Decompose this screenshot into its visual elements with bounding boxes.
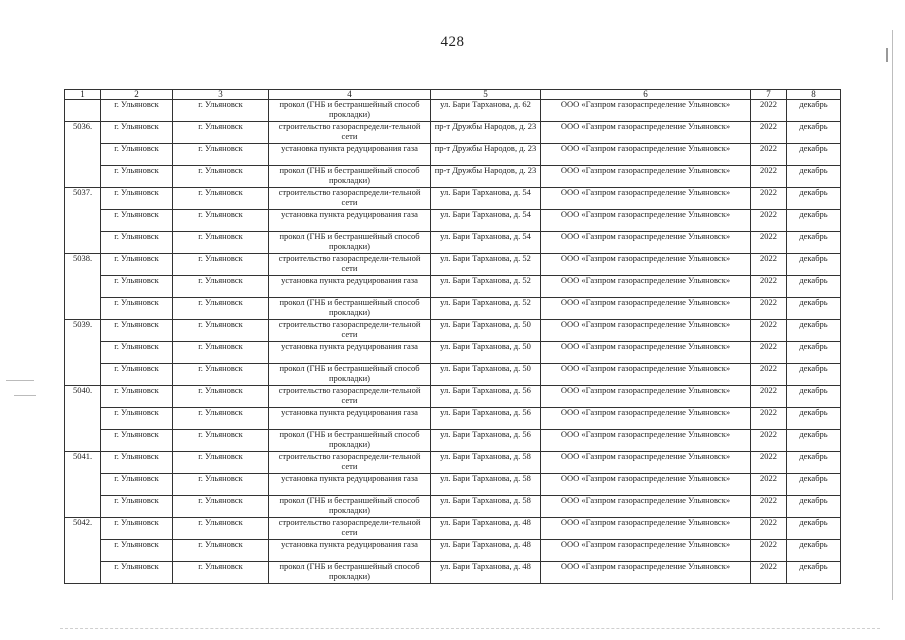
table-row xyxy=(65,562,841,584)
works-table xyxy=(64,89,841,584)
district-cell: г. Ульяновск xyxy=(173,166,269,188)
table-body xyxy=(65,100,841,584)
table-header-row xyxy=(65,90,841,100)
locality-cell: г. Ульяновск xyxy=(101,210,173,232)
work-type-cell: строительство газораспредели-тельной сети xyxy=(269,320,431,342)
locality-cell: г. Ульяновск xyxy=(101,474,173,496)
locality-cell: г. Ульяновск xyxy=(101,518,173,540)
table-row xyxy=(65,320,841,342)
locality-cell: г. Ульяновск xyxy=(101,430,173,452)
locality-cell: г. Ульяновск xyxy=(101,408,173,430)
locality-cell: г. Ульяновск xyxy=(101,320,173,342)
month-cell: декабрь xyxy=(787,254,841,276)
work-type-cell: установка пункта редуцирования газа xyxy=(269,408,431,430)
address-cell: ул. Бари Тарханова, д. 52 xyxy=(431,254,541,276)
year-cell: 2022 xyxy=(751,298,787,320)
column-header: 2 xyxy=(101,90,173,100)
month-cell: декабрь xyxy=(787,364,841,386)
address-cell: пр-т Дружбы Народов, д. 23 xyxy=(431,144,541,166)
year-cell: 2022 xyxy=(751,562,787,584)
work-type-cell: строительство газораспредели-тельной сети xyxy=(269,254,431,276)
address-cell: ул. Бари Тарханова, д. 52 xyxy=(431,298,541,320)
address-cell: ул. Бари Тарханова, д. 48 xyxy=(431,518,541,540)
row-number-cell: 5036. xyxy=(65,122,101,188)
table-row xyxy=(65,342,841,364)
organization-cell: ООО «Газпром газораспределение Ульяновск» xyxy=(541,342,751,364)
district-cell: г. Ульяновск xyxy=(173,430,269,452)
work-type-cell: строительство газораспредели-тельной сети xyxy=(269,122,431,144)
organization-cell: ООО «Газпром газораспределение Ульяновск» xyxy=(541,562,751,584)
address-cell: ул. Бари Тарханова, д. 50 xyxy=(431,364,541,386)
work-type-cell: установка пункта редуцирования газа xyxy=(269,210,431,232)
work-type-cell: строительство газораспредели-тельной сети xyxy=(269,188,431,210)
work-type-cell: строительство газораспредели-тельной сети xyxy=(269,452,431,474)
table-row xyxy=(65,210,841,232)
organization-cell: ООО «Газпром газораспределение Ульяновск» xyxy=(541,496,751,518)
locality-cell: г. Ульяновск xyxy=(101,188,173,210)
district-cell: г. Ульяновск xyxy=(173,518,269,540)
organization-cell: ООО «Газпром газораспределение Ульяновск» xyxy=(541,386,751,408)
year-cell: 2022 xyxy=(751,232,787,254)
scan-edge-mark xyxy=(886,48,888,62)
work-type-cell: установка пункта редуцирования газа xyxy=(269,474,431,496)
address-cell: ул. Бари Тарханова, д. 58 xyxy=(431,452,541,474)
locality-cell: г. Ульяновск xyxy=(101,540,173,562)
district-cell: г. Ульяновск xyxy=(173,276,269,298)
district-cell: г. Ульяновск xyxy=(173,320,269,342)
address-cell: ул. Бари Тарханова, д. 62 xyxy=(431,100,541,122)
locality-cell: г. Ульяновск xyxy=(101,100,173,122)
locality-cell: г. Ульяновск xyxy=(101,122,173,144)
table-row xyxy=(65,188,841,210)
address-cell: ул. Бари Тарханова, д. 56 xyxy=(431,430,541,452)
organization-cell: ООО «Газпром газораспределение Ульяновск» xyxy=(541,540,751,562)
organization-cell: ООО «Газпром газораспределение Ульяновск» xyxy=(541,100,751,122)
year-cell: 2022 xyxy=(751,188,787,210)
locality-cell: г. Ульяновск xyxy=(101,166,173,188)
address-cell: пр-т Дружбы Народов, д. 23 xyxy=(431,122,541,144)
month-cell: декабрь xyxy=(787,474,841,496)
month-cell: декабрь xyxy=(787,276,841,298)
district-cell: г. Ульяновск xyxy=(173,474,269,496)
year-cell: 2022 xyxy=(751,342,787,364)
work-type-cell: установка пункта редуцирования газа xyxy=(269,276,431,298)
district-cell: г. Ульяновск xyxy=(173,210,269,232)
year-cell: 2022 xyxy=(751,210,787,232)
work-type-cell: прокол (ГНБ и бестраншейный способ прокладки) xyxy=(269,100,431,122)
address-cell: ул. Бари Тарханова, д. 52 xyxy=(431,276,541,298)
work-type-cell: строительство газораспредели-тельной сети xyxy=(269,518,431,540)
work-type-cell: строительство газораспредели-тельной сети xyxy=(269,386,431,408)
month-cell: декабрь xyxy=(787,144,841,166)
table-row xyxy=(65,166,841,188)
year-cell: 2022 xyxy=(751,386,787,408)
column-header: 7 xyxy=(751,90,787,100)
table-row xyxy=(65,254,841,276)
month-cell: декабрь xyxy=(787,518,841,540)
organization-cell: ООО «Газпром газораспределение Ульяновск» xyxy=(541,254,751,276)
month-cell: декабрь xyxy=(787,298,841,320)
district-cell: г. Ульяновск xyxy=(173,452,269,474)
district-cell: г. Ульяновск xyxy=(173,144,269,166)
locality-cell: г. Ульяновск xyxy=(101,496,173,518)
locality-cell: г. Ульяновск xyxy=(101,298,173,320)
organization-cell: ООО «Газпром газораспределение Ульяновск» xyxy=(541,210,751,232)
district-cell: г. Ульяновск xyxy=(173,540,269,562)
organization-cell: ООО «Газпром газораспределение Ульяновск» xyxy=(541,122,751,144)
address-cell: ул. Бари Тарханова, д. 50 xyxy=(431,342,541,364)
address-cell: ул. Бари Тарханова, д. 58 xyxy=(431,474,541,496)
table-row xyxy=(65,232,841,254)
organization-cell: ООО «Газпром газораспределение Ульяновск» xyxy=(541,408,751,430)
row-number-cell: 5039. xyxy=(65,320,101,386)
row-number-cell: 5042. xyxy=(65,518,101,584)
month-cell: декабрь xyxy=(787,122,841,144)
address-cell: ул. Бари Тарханова, д. 48 xyxy=(431,562,541,584)
organization-cell: ООО «Газпром газораспределение Ульяновск» xyxy=(541,166,751,188)
year-cell: 2022 xyxy=(751,518,787,540)
row-number-cell xyxy=(65,100,101,122)
year-cell: 2022 xyxy=(751,496,787,518)
work-type-cell: установка пункта редуцирования газа xyxy=(269,144,431,166)
work-type-cell: прокол (ГНБ и бестраншейный способ прокладки) xyxy=(269,496,431,518)
work-type-cell: прокол (ГНБ и бестраншейный способ прокладки) xyxy=(269,430,431,452)
year-cell: 2022 xyxy=(751,122,787,144)
locality-cell: г. Ульяновск xyxy=(101,342,173,364)
district-cell: г. Ульяновск xyxy=(173,100,269,122)
table-row xyxy=(65,386,841,408)
organization-cell: ООО «Газпром газораспределение Ульяновск» xyxy=(541,144,751,166)
year-cell: 2022 xyxy=(751,474,787,496)
month-cell: декабрь xyxy=(787,100,841,122)
address-cell: ул. Бари Тарханова, д. 56 xyxy=(431,408,541,430)
column-header: 8 xyxy=(787,90,841,100)
table-row xyxy=(65,276,841,298)
organization-cell: ООО «Газпром газораспределение Ульяновск» xyxy=(541,518,751,540)
table-row xyxy=(65,364,841,386)
month-cell: декабрь xyxy=(787,452,841,474)
address-cell: ул. Бари Тарханова, д. 54 xyxy=(431,188,541,210)
district-cell: г. Ульяновск xyxy=(173,496,269,518)
district-cell: г. Ульяновск xyxy=(173,562,269,584)
address-cell: ул. Бари Тарханова, д. 54 xyxy=(431,232,541,254)
work-type-cell: установка пункта редуцирования газа xyxy=(269,342,431,364)
table-row xyxy=(65,298,841,320)
column-header: 1 xyxy=(65,90,101,100)
year-cell: 2022 xyxy=(751,430,787,452)
year-cell: 2022 xyxy=(751,276,787,298)
year-cell: 2022 xyxy=(751,166,787,188)
year-cell: 2022 xyxy=(751,540,787,562)
organization-cell: ООО «Газпром газораспределение Ульяновск» xyxy=(541,430,751,452)
organization-cell: ООО «Газпром газораспределение Ульяновск» xyxy=(541,320,751,342)
year-cell: 2022 xyxy=(751,144,787,166)
table-row xyxy=(65,100,841,122)
district-cell: г. Ульяновск xyxy=(173,298,269,320)
work-type-cell: прокол (ГНБ и бестраншейный способ прокладки) xyxy=(269,562,431,584)
district-cell: г. Ульяновск xyxy=(173,342,269,364)
address-cell: ул. Бари Тарханова, д. 56 xyxy=(431,386,541,408)
address-cell: ул. Бари Тарханова, д. 48 xyxy=(431,540,541,562)
address-cell: ул. Бари Тарханова, д. 54 xyxy=(431,210,541,232)
district-cell: г. Ульяновск xyxy=(173,188,269,210)
work-type-cell: прокол (ГНБ и бестраншейный способ прокладки) xyxy=(269,298,431,320)
address-cell: пр-т Дружбы Народов, д. 23 xyxy=(431,166,541,188)
table-row xyxy=(65,540,841,562)
table-row xyxy=(65,430,841,452)
month-cell: декабрь xyxy=(787,408,841,430)
table-row xyxy=(65,122,841,144)
row-number-cell: 5038. xyxy=(65,254,101,320)
table-row xyxy=(65,518,841,540)
table-row xyxy=(65,408,841,430)
district-cell: г. Ульяновск xyxy=(173,232,269,254)
row-number-cell: 5040. xyxy=(65,386,101,452)
table-row xyxy=(65,144,841,166)
work-type-cell: установка пункта редуцирования газа xyxy=(269,540,431,562)
month-cell: декабрь xyxy=(787,188,841,210)
organization-cell: ООО «Газпром газораспределение Ульяновск» xyxy=(541,188,751,210)
district-cell: г. Ульяновск xyxy=(173,386,269,408)
month-cell: декабрь xyxy=(787,320,841,342)
district-cell: г. Ульяновск xyxy=(173,408,269,430)
scan-edge-line xyxy=(892,30,893,600)
table-row xyxy=(65,496,841,518)
organization-cell: ООО «Газпром газораспределение Ульяновск» xyxy=(541,298,751,320)
locality-cell: г. Ульяновск xyxy=(101,364,173,386)
year-cell: 2022 xyxy=(751,364,787,386)
table-row xyxy=(65,452,841,474)
month-cell: декабрь xyxy=(787,540,841,562)
row-number-cell: 5037. xyxy=(65,188,101,254)
locality-cell: г. Ульяновск xyxy=(101,232,173,254)
locality-cell: г. Ульяновск xyxy=(101,562,173,584)
scan-bottom-noise xyxy=(60,628,880,630)
district-cell: г. Ульяновск xyxy=(173,364,269,386)
organization-cell: ООО «Газпром газораспределение Ульяновск» xyxy=(541,232,751,254)
year-cell: 2022 xyxy=(751,408,787,430)
organization-cell: ООО «Газпром газораспределение Ульяновск» xyxy=(541,452,751,474)
locality-cell: г. Ульяновск xyxy=(101,254,173,276)
column-header: 3 xyxy=(173,90,269,100)
address-cell: ул. Бари Тарханова, д. 58 xyxy=(431,496,541,518)
work-type-cell: прокол (ГНБ и бестраншейный способ прокладки) xyxy=(269,232,431,254)
locality-cell: г. Ульяновск xyxy=(101,452,173,474)
district-cell: г. Ульяновск xyxy=(173,254,269,276)
month-cell: декабрь xyxy=(787,386,841,408)
locality-cell: г. Ульяновск xyxy=(101,386,173,408)
column-header: 6 xyxy=(541,90,751,100)
locality-cell: г. Ульяновск xyxy=(101,276,173,298)
month-cell: декабрь xyxy=(787,342,841,364)
column-header: 5 xyxy=(431,90,541,100)
column-header: 4 xyxy=(269,90,431,100)
year-cell: 2022 xyxy=(751,100,787,122)
month-cell: декабрь xyxy=(787,496,841,518)
month-cell: декабрь xyxy=(787,210,841,232)
scan-margin-dash xyxy=(14,395,36,396)
month-cell: декабрь xyxy=(787,430,841,452)
year-cell: 2022 xyxy=(751,452,787,474)
scan-margin-dash xyxy=(6,380,34,381)
organization-cell: ООО «Газпром газораспределение Ульяновск» xyxy=(541,364,751,386)
district-cell: г. Ульяновск xyxy=(173,122,269,144)
page-number: 428 xyxy=(440,34,465,50)
month-cell: декабрь xyxy=(787,562,841,584)
organization-cell: ООО «Газпром газораспределение Ульяновск» xyxy=(541,276,751,298)
address-cell: ул. Бари Тарханова, д. 50 xyxy=(431,320,541,342)
year-cell: 2022 xyxy=(751,254,787,276)
month-cell: декабрь xyxy=(787,232,841,254)
month-cell: декабрь xyxy=(787,166,841,188)
row-number-cell: 5041. xyxy=(65,452,101,518)
year-cell: 2022 xyxy=(751,320,787,342)
organization-cell: ООО «Газпром газораспределение Ульяновск» xyxy=(541,474,751,496)
locality-cell: г. Ульяновск xyxy=(101,144,173,166)
table-row xyxy=(65,474,841,496)
work-type-cell: прокол (ГНБ и бестраншейный способ прокладки) xyxy=(269,364,431,386)
work-type-cell: прокол (ГНБ и бестраншейный способ прокладки) xyxy=(269,166,431,188)
